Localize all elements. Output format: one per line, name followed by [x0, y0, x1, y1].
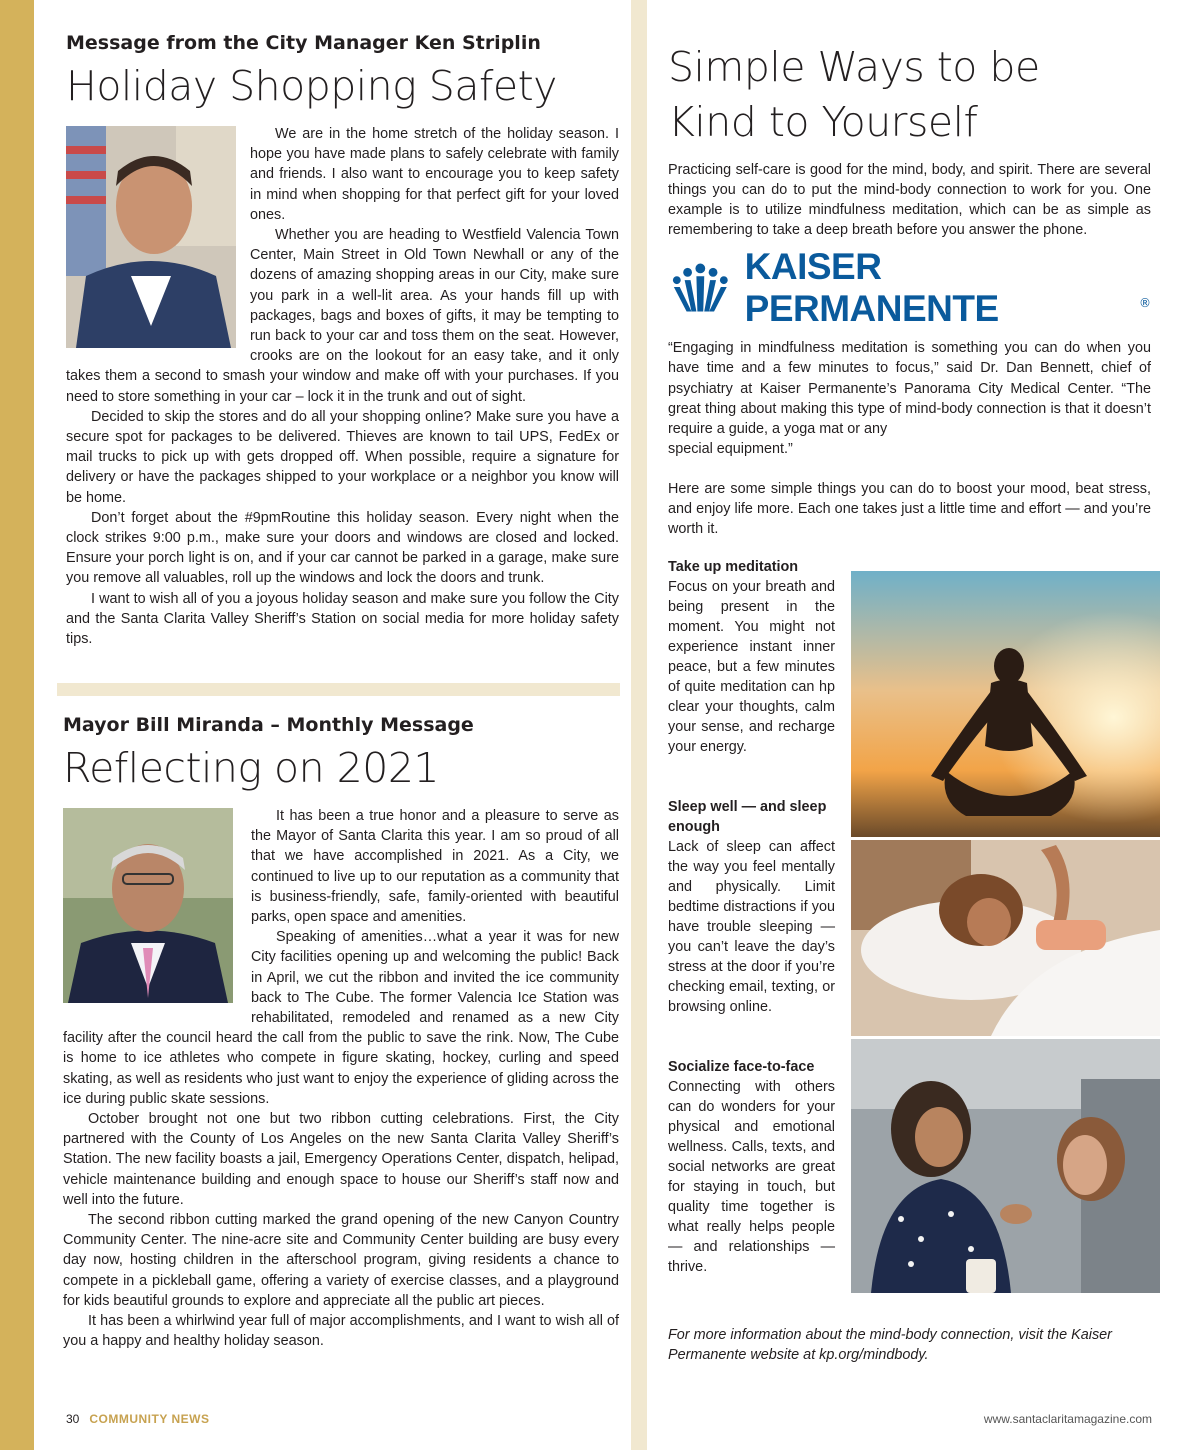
- gold-margin-bar: [0, 0, 34, 1450]
- city-manager-article: [66, 30, 619, 649]
- paragraph: Whether you are heading to Westfield Valencia Town Center, Main Street in Old Town Newhall or any of the dozens of amazing shopping areas in our City, make sure you park in a well-lit area. As your hands fill up with packages, bags and boxes of gifts, it may be tempting to run back to your car and toss them on the seat. However, crooks are on the lookout for an easy take, and it only takes them a second to smash your window and make off with your purchases. If you need to store something in your car – lock it in the trunk and out of sight.: [66, 227, 619, 405]
- paragraph: Don’t forget about the #9pmRoutine this holiday season. Every night when the clock strikes 9:00 p.m., make sure your doors and windows are closed and locked. Ensure your porch light is on, and if your car cannot be parked in a garage, make sure you remove all valuables, roll up the windows and lock the doors and trunk.: [66, 509, 619, 587]
- website-url: www.santaclaritamagazine.com: [983, 1412, 1152, 1426]
- quote-line-2: special equipment.”: [668, 440, 793, 457]
- paragraph: Speaking of amenities…what a year it was for new City facilities opening up and welcoming the public! Back in April, we cut the ribbon and invited the ice community back to The Cube. The former Valencia Ice Station was rehabilitated, remodeled and renamed as a new City facility after the council heard the call from the public to save the rink. Now, The Cube is home to ice athletes who compete in figure skating, hockey, curling and speed skating, as well as residents who just want to enjoy the experience of gliding across the ice during public skate sessions.: [63, 929, 619, 1107]
- paragraph: It has been a true honor and a pleasure to serve as the Mayor of Santa Clarita this year. I am so proud of all that we have accomplished in 2021. As a City, we continued to live up to our reputation as a community that is business-friendly, safe, family-oriented with beautiful parks, open space and amenities.: [251, 808, 619, 926]
- paragraph: Decided to skip the stores and do all your shopping online? Make sure you have a secure spot for packages to be delivered. Thieves are known to tail UPS, FedEx or mail trucks to pick up with gets dropped off. When possible, require a signature for delivery or have the packages shipped to your workplace or a neighbor you know will be home.: [66, 408, 619, 506]
- tip-meditation: [668, 557, 835, 757]
- paragraph: The second ribbon cutting marked the grand opening of the new Canyon Country Community Center. The nine-acre site and Community Center building are busy every day now, hosting children in the afterschool program, giving residents a chance to compete in a pickleball game, offering a variety of exercise classes, and a playground for kids beautiful grounds to explore and appreciate all the public art pieces.: [63, 1212, 619, 1309]
- article-title: Holiday Shopping Safety: [66, 62, 557, 110]
- paragraph: I want to wish all of you a joyous holiday season and make sure you follow the City and the Santa Clarita Valley Sheriff’s Station on social media for more holiday safety tips.: [66, 590, 619, 648]
- article-kicker: Mayor Bill Miranda – Monthly Message: [63, 714, 474, 736]
- ken-striplin-photo: [66, 126, 236, 348]
- section-divider: [57, 683, 620, 696]
- tip-sleep: [668, 797, 835, 1017]
- column-gutter: [631, 0, 647, 1450]
- article-body: [66, 124, 619, 649]
- article-body: [63, 806, 619, 1351]
- self-care-article: [668, 40, 1151, 539]
- tip-heading: Sleep well — and sleep enough: [668, 799, 827, 835]
- intro-paragraph: Practicing self-care is good for the mind, body, and spirit. There are several things you can do to put the mind-body connection to work for you. One example is to utilize mindfulness meditation, which can be as simple as remembering to take a deep breath before you answer the phone.: [668, 162, 1151, 239]
- meditation-photo: [851, 571, 1160, 837]
- logo-wordmark: KAISER PERMANENTE: [744, 246, 999, 330]
- tip-heading: Take up meditation: [668, 559, 799, 575]
- kaiser-permanente-logo: [668, 246, 1151, 330]
- tip-body: Focus on your breath and being present in the moment. You might not experience instant inner peace, but a few minutes of quite meditation can hp clear your thoughts, calm your sense, and recharge your energy.: [668, 579, 835, 755]
- tip-socialize: [668, 1057, 835, 1277]
- quote-paragraph: [668, 338, 1151, 459]
- tip-heading: Socialize face-to-face: [668, 1059, 815, 1075]
- mayor-article: [63, 712, 619, 1351]
- closing-note: For more information about the mind-body connection, visit the Kaiser Permanente website at kp.org/mindbody.: [668, 1327, 1112, 1364]
- registered-mark: ®: [1139, 296, 1151, 311]
- title-line-2: Kind to Yourself: [668, 98, 978, 146]
- lead-paragraph: Here are some simple things you can do to boost your mood, beat stress, and enjoy life more. Each one takes just a little time and effort — and you’re worth it.: [668, 480, 1151, 538]
- paragraph: We are in the home stretch of the holiday season. I hope you have made plans to safely celebrate with family and friends. I also want to encourage you to keep safety in mind when shopping for that perfect gift for your loved ones.: [250, 126, 619, 223]
- tip-body: Lack of sleep can affect the way you feel mentally and physically. Limit bedtime distractions if you have trouble sleeping — you can’t leave the day’s stress at the door if you’re checking email, texting, or browsing online.: [668, 839, 835, 1015]
- page-footer-left: [66, 1412, 209, 1426]
- kaiser-logo-icon: [668, 260, 733, 316]
- article-title: [668, 40, 1151, 150]
- section-name: COMMUNITY NEWS: [89, 1412, 210, 1426]
- tip-body: Connecting with others can do wonders for your physical and emotional wellness. Calls, texts, and social networks are great for staying in touch, but quality time together is what really helps people — and relationships — thrive.: [668, 1079, 835, 1275]
- article-title: Reflecting on 2021: [63, 744, 439, 792]
- bill-miranda-photo: [63, 808, 233, 1003]
- page-number: 30: [66, 1412, 80, 1426]
- sleeping-woman-photo: [851, 840, 1160, 1036]
- paragraph: October brought not one but two ribbon cutting celebrations. First, the City partnered with the County of Los Angeles on the new Santa Clarita Valley Sheriff’s Station. The new facility boasts a jail, Emergency Operations Center, dispatch, helipad, vehicle maintenance building and enough space to house our Sheriff’s staff now and well into the future.: [63, 1111, 619, 1208]
- title-line-1: Simple Ways to be: [668, 43, 1040, 91]
- socializing-women-photo: [851, 1039, 1160, 1293]
- article-kicker: Message from the City Manager Ken Striplin: [66, 32, 541, 54]
- paragraph: It has been a whirlwind year full of major accomplishments, and I want to wish all of you a happy and healthy holiday season.: [63, 1313, 619, 1350]
- quote-line-1: “Engaging in mindfulness meditation is something you can do when you have time and a few minutes to focus,” said Dr. Dan Bennett, chief of psychiatry at Kaiser Permanente’s Panorama City Medical Center. “The great thing about making this type of mind-body connection is that it doesn’t require a guide, a yoga mat or any: [668, 340, 1151, 437]
